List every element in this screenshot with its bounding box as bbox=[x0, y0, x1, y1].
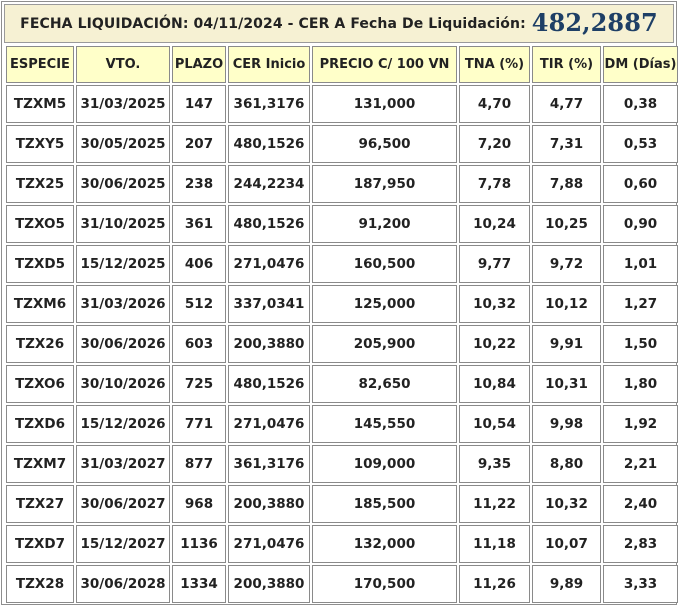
cell-precio: 96,500 bbox=[312, 125, 457, 163]
cell-dm: 0,90 bbox=[603, 205, 678, 243]
cell-plazo: 406 bbox=[172, 245, 226, 283]
cell-dm: 1,27 bbox=[603, 285, 678, 323]
cell-precio: 170,500 bbox=[312, 565, 457, 603]
cell-especie: TZXM5 bbox=[6, 85, 74, 123]
cell-vto: 31/03/2026 bbox=[76, 285, 170, 323]
cell-cer-inicio: 337,0341 bbox=[228, 285, 310, 323]
cell-tna: 7,78 bbox=[459, 165, 530, 203]
cell-tna: 10,84 bbox=[459, 365, 530, 403]
col-header-tna: TNA (%) bbox=[459, 46, 530, 83]
cell-especie: TZXD6 bbox=[6, 405, 74, 443]
cell-tir: 10,25 bbox=[532, 205, 601, 243]
cell-vto: 15/12/2026 bbox=[76, 405, 170, 443]
cell-especie: TZXD7 bbox=[6, 525, 74, 563]
table-row bbox=[6, 405, 678, 443]
cell-tir: 9,98 bbox=[532, 405, 601, 443]
cell-especie: TZXM7 bbox=[6, 445, 74, 483]
cell-tir: 9,91 bbox=[532, 325, 601, 363]
cell-plazo: 361 bbox=[172, 205, 226, 243]
cell-cer-inicio: 200,3880 bbox=[228, 485, 310, 523]
cell-tir: 10,07 bbox=[532, 525, 601, 563]
cell-dm: 2,21 bbox=[603, 445, 678, 483]
col-header-cer-inicio: CER Inicio bbox=[228, 46, 310, 83]
cell-precio: 131,000 bbox=[312, 85, 457, 123]
cell-plazo: 147 bbox=[172, 85, 226, 123]
cell-dm: 1,92 bbox=[603, 405, 678, 443]
cell-tir: 10,12 bbox=[532, 285, 601, 323]
cell-plazo: 968 bbox=[172, 485, 226, 523]
cell-vto: 15/12/2027 bbox=[76, 525, 170, 563]
cell-dm: 1,50 bbox=[603, 325, 678, 363]
cell-precio: 109,000 bbox=[312, 445, 457, 483]
cell-plazo: 512 bbox=[172, 285, 226, 323]
col-header-plazo: PLAZO bbox=[172, 46, 226, 83]
cell-vto: 30/05/2025 bbox=[76, 125, 170, 163]
cell-dm: 2,40 bbox=[603, 485, 678, 523]
cell-precio: 160,500 bbox=[312, 245, 457, 283]
cell-tir: 8,80 bbox=[532, 445, 601, 483]
cell-vto: 31/03/2027 bbox=[76, 445, 170, 483]
table-row bbox=[6, 245, 678, 283]
cer-bonds-table bbox=[4, 44, 680, 605]
cell-vto: 30/06/2025 bbox=[76, 165, 170, 203]
cell-vto: 30/06/2028 bbox=[76, 565, 170, 603]
cell-dm: 3,33 bbox=[603, 565, 678, 603]
cell-cer-inicio: 271,0476 bbox=[228, 245, 310, 283]
cell-plazo: 725 bbox=[172, 365, 226, 403]
cell-plazo: 877 bbox=[172, 445, 226, 483]
table-row bbox=[6, 485, 678, 523]
cell-tir: 9,72 bbox=[532, 245, 601, 283]
cell-cer-inicio: 480,1526 bbox=[228, 125, 310, 163]
cell-especie: TZXM6 bbox=[6, 285, 74, 323]
cell-especie: TZX27 bbox=[6, 485, 74, 523]
cell-vto: 15/12/2025 bbox=[76, 245, 170, 283]
cell-cer-inicio: 244,2234 bbox=[228, 165, 310, 203]
cell-cer-inicio: 480,1526 bbox=[228, 365, 310, 403]
cell-cer-inicio: 271,0476 bbox=[228, 525, 310, 563]
cell-especie: TZX28 bbox=[6, 565, 74, 603]
cell-tna: 4,70 bbox=[459, 85, 530, 123]
cell-plazo: 771 bbox=[172, 405, 226, 443]
cell-tna: 11,22 bbox=[459, 485, 530, 523]
col-header-vto: VTO. bbox=[76, 46, 170, 83]
table-row bbox=[6, 165, 678, 203]
table-row bbox=[6, 565, 678, 603]
table-row bbox=[6, 445, 678, 483]
bond-table-frame bbox=[1, 1, 677, 605]
cell-vto: 30/06/2027 bbox=[76, 485, 170, 523]
table-row bbox=[6, 205, 678, 243]
cell-tna: 10,24 bbox=[459, 205, 530, 243]
cell-plazo: 238 bbox=[172, 165, 226, 203]
cell-tna: 11,18 bbox=[459, 525, 530, 563]
cell-dm: 1,01 bbox=[603, 245, 678, 283]
cell-vto: 30/06/2026 bbox=[76, 325, 170, 363]
cell-cer-inicio: 271,0476 bbox=[228, 405, 310, 443]
table-row bbox=[6, 325, 678, 363]
cell-tir: 4,77 bbox=[532, 85, 601, 123]
cell-dm: 0,60 bbox=[603, 165, 678, 203]
cer-value: 482,2887 bbox=[531, 8, 658, 37]
cell-especie: TZXO5 bbox=[6, 205, 74, 243]
cell-cer-inicio: 361,3176 bbox=[228, 85, 310, 123]
table-row bbox=[6, 285, 678, 323]
cell-dm: 2,83 bbox=[603, 525, 678, 563]
cell-tna: 7,20 bbox=[459, 125, 530, 163]
col-header-dm: DM (Días) bbox=[603, 46, 678, 83]
cell-precio: 91,200 bbox=[312, 205, 457, 243]
cell-plazo: 603 bbox=[172, 325, 226, 363]
cell-tna: 9,35 bbox=[459, 445, 530, 483]
cell-tir: 10,31 bbox=[532, 365, 601, 403]
table-body bbox=[6, 85, 678, 603]
cell-vto: 31/03/2025 bbox=[76, 85, 170, 123]
cell-precio: 125,000 bbox=[312, 285, 457, 323]
cell-cer-inicio: 200,3880 bbox=[228, 325, 310, 363]
cell-precio: 205,900 bbox=[312, 325, 457, 363]
table-header-row bbox=[6, 46, 678, 83]
settlement-date-label: FECHA LIQUIDACIÓN: 04/11/2024 - CER A Fecha De Liquidación: bbox=[20, 15, 526, 32]
cell-tna: 11,26 bbox=[459, 565, 530, 603]
settlement-header bbox=[4, 4, 674, 43]
cell-precio: 187,950 bbox=[312, 165, 457, 203]
cell-cer-inicio: 200,3880 bbox=[228, 565, 310, 603]
cell-tna: 10,22 bbox=[459, 325, 530, 363]
cell-especie: TZX26 bbox=[6, 325, 74, 363]
cell-especie: TZXD5 bbox=[6, 245, 74, 283]
cell-precio: 132,000 bbox=[312, 525, 457, 563]
cell-plazo: 207 bbox=[172, 125, 226, 163]
cell-vto: 31/10/2025 bbox=[76, 205, 170, 243]
cell-especie: TZXY5 bbox=[6, 125, 74, 163]
table-row bbox=[6, 85, 678, 123]
cell-tir: 7,88 bbox=[532, 165, 601, 203]
table-row bbox=[6, 365, 678, 403]
cell-cer-inicio: 361,3176 bbox=[228, 445, 310, 483]
table-row bbox=[6, 525, 678, 563]
cell-tir: 7,31 bbox=[532, 125, 601, 163]
cell-especie: TZX25 bbox=[6, 165, 74, 203]
cell-tna: 10,54 bbox=[459, 405, 530, 443]
cell-tir: 10,32 bbox=[532, 485, 601, 523]
cell-especie: TZXO6 bbox=[6, 365, 74, 403]
cell-precio: 145,550 bbox=[312, 405, 457, 443]
cell-precio: 82,650 bbox=[312, 365, 457, 403]
cell-tna: 9,77 bbox=[459, 245, 530, 283]
cell-vto: 30/10/2026 bbox=[76, 365, 170, 403]
cell-dm: 0,53 bbox=[603, 125, 678, 163]
cell-tna: 10,32 bbox=[459, 285, 530, 323]
col-header-especie: ESPECIE bbox=[6, 46, 74, 83]
col-header-tir: TIR (%) bbox=[532, 46, 601, 83]
cell-tir: 9,89 bbox=[532, 565, 601, 603]
table-row bbox=[6, 125, 678, 163]
cell-cer-inicio: 480,1526 bbox=[228, 205, 310, 243]
cell-dm: 0,38 bbox=[603, 85, 678, 123]
cell-plazo: 1136 bbox=[172, 525, 226, 563]
cell-precio: 185,500 bbox=[312, 485, 457, 523]
cell-plazo: 1334 bbox=[172, 565, 226, 603]
col-header-precio: PRECIO C/ 100 VN bbox=[312, 46, 457, 83]
cell-dm: 1,80 bbox=[603, 365, 678, 403]
